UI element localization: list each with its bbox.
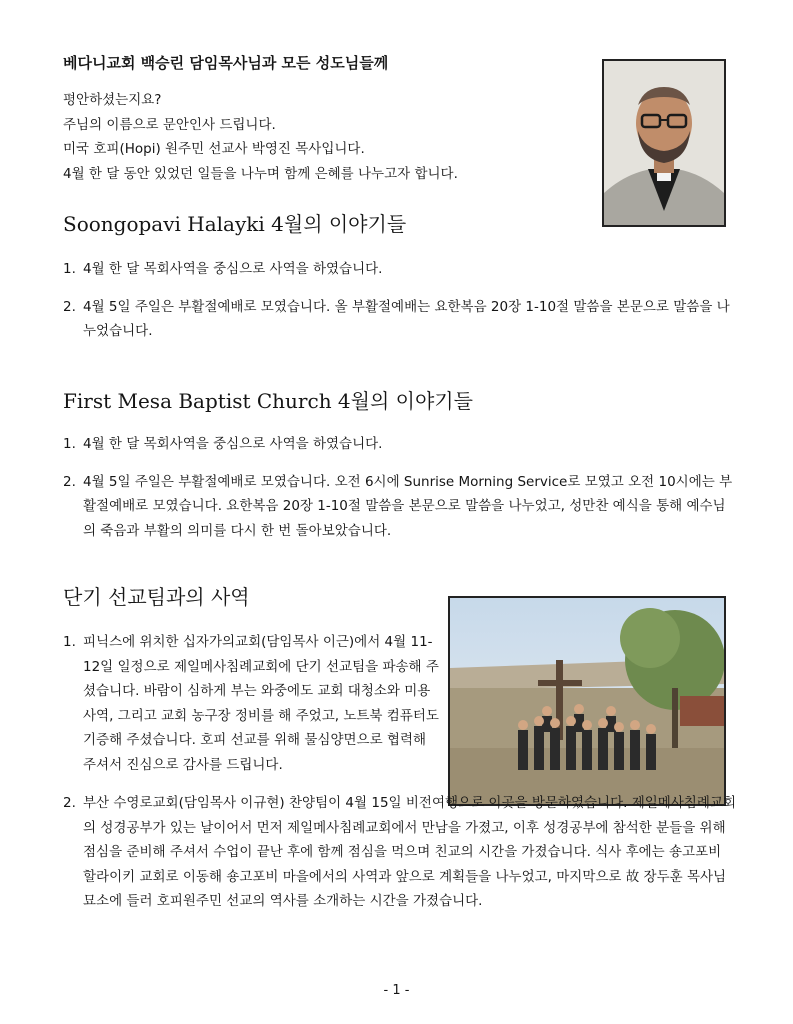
list-item (63, 432, 733, 457)
list-item (63, 630, 441, 777)
greeting-line: 주님의 이름으로 문안인사 드립니다. (63, 116, 276, 133)
list-item-text: 4월 5일 주일은 부활절예배로 모였습니다. 오전 6시에 Sunrise Morning Service로 모였고 오전 10시에는 부활절예배로 모였습니다. 요한복음 20장 1-10절 말씀을 본문으로 말씀을 나누었고, 성만찬 예식을 통해 예수님의 죽음과 부활의 의미를 다시 한 번 돌아보았습니다. (83, 473, 733, 539)
list-item-number: 2. (63, 473, 76, 490)
portrait-illustration (604, 61, 724, 225)
list-item-text: 부산 수영로교회(담임목사 이규현) 찬양팀이 4월 15일 비전여행으로 이곳을 방문하였습니다. 제일메사침례교회의 성경공부가 있는 날이어서 먼저 제일메사침례교회에서 만남을 가졌고, 이후 성경공부에 참석한 분들을 위해 점심을 준비해 주셔서 수업이 끝난 후에 함께 점심을 먹으며 친교의 시간을 가졌습니다. 식사 후에는 숑고포비 할라이키 교회로 이동해 숑고포비 마을에서의 사역과 앞으로 계획들을 나누었고, 마지막으로 故 장두훈 목사님 묘소에 들러 호피원주민 선교의 역사를 소개하는 시간을 가졌습니다. (83, 795, 737, 909)
section-list-first-mesa (63, 432, 733, 543)
list-item-number: 1. (63, 261, 76, 277)
greeting-line: 미국 호피(Hopi) 원주민 선교사 박영진 목사입니다. (63, 141, 365, 157)
missionary-portrait-photo (602, 59, 726, 227)
list-item (63, 470, 733, 544)
section-heading-first-mesa: First Mesa Baptist Church 4월의 이야기들 (63, 389, 473, 413)
list-item (63, 295, 733, 344)
list-item-number: 1. (63, 634, 76, 650)
page-number: - 1 - (383, 983, 410, 998)
list-item-text: 4월 한 달 목회사역을 중심으로 사역을 하였습니다. (83, 436, 383, 452)
section-heading-mission-team: 단기 선교팀과의 사역 (63, 585, 250, 609)
letter-title: 베다니교회 백승린 담임목사님과 모든 성도님들께 (63, 54, 389, 72)
list-item-text: 4월 5일 주일은 부활절예배로 모였습니다. 올 부활절예배는 요한복음 20장 1-10절 말씀을 본문으로 말씀을 나누었습니다. (83, 298, 730, 339)
list-item (63, 257, 733, 282)
list-item-number: 2. (63, 795, 76, 811)
greeting-line: 평안하셨는지요? (63, 92, 162, 108)
greeting-line: 4월 한 달 동안 있었던 일들을 나누며 함께 은혜를 나누고자 합니다. (63, 165, 458, 182)
list-item-text: 4월 한 달 목회사역을 중심으로 사역을 하였습니다. (83, 261, 383, 277)
greeting-lines (63, 88, 583, 186)
list-item-text: 피닉스에 위치한 십자가의교회(담임목사 이근)에서 4월 11-12일 일정으로 제일메사침례교회에 단기 선교팀을 파송해 주셨습니다. 바람이 심하게 부는 와중에도 교회 대청소와 미용 사역, 그리고 교회 농구장 정비를 해 주었고, 노트북 컴퓨터도 기증해 주셨습니다. 호피 선교를 위해 물심양면으로 협력해 주셔서 진심으로 감사를 드립니다. (83, 634, 439, 773)
section-list-mission-team (63, 630, 738, 914)
section-list-soongopavi (63, 257, 733, 344)
list-item-number: 2. (63, 298, 76, 315)
list-item-number: 1. (63, 436, 76, 452)
section-heading-soongopavi: Soongopavi Halayki 4월의 이야기들 (63, 212, 407, 236)
list-item (63, 791, 738, 914)
